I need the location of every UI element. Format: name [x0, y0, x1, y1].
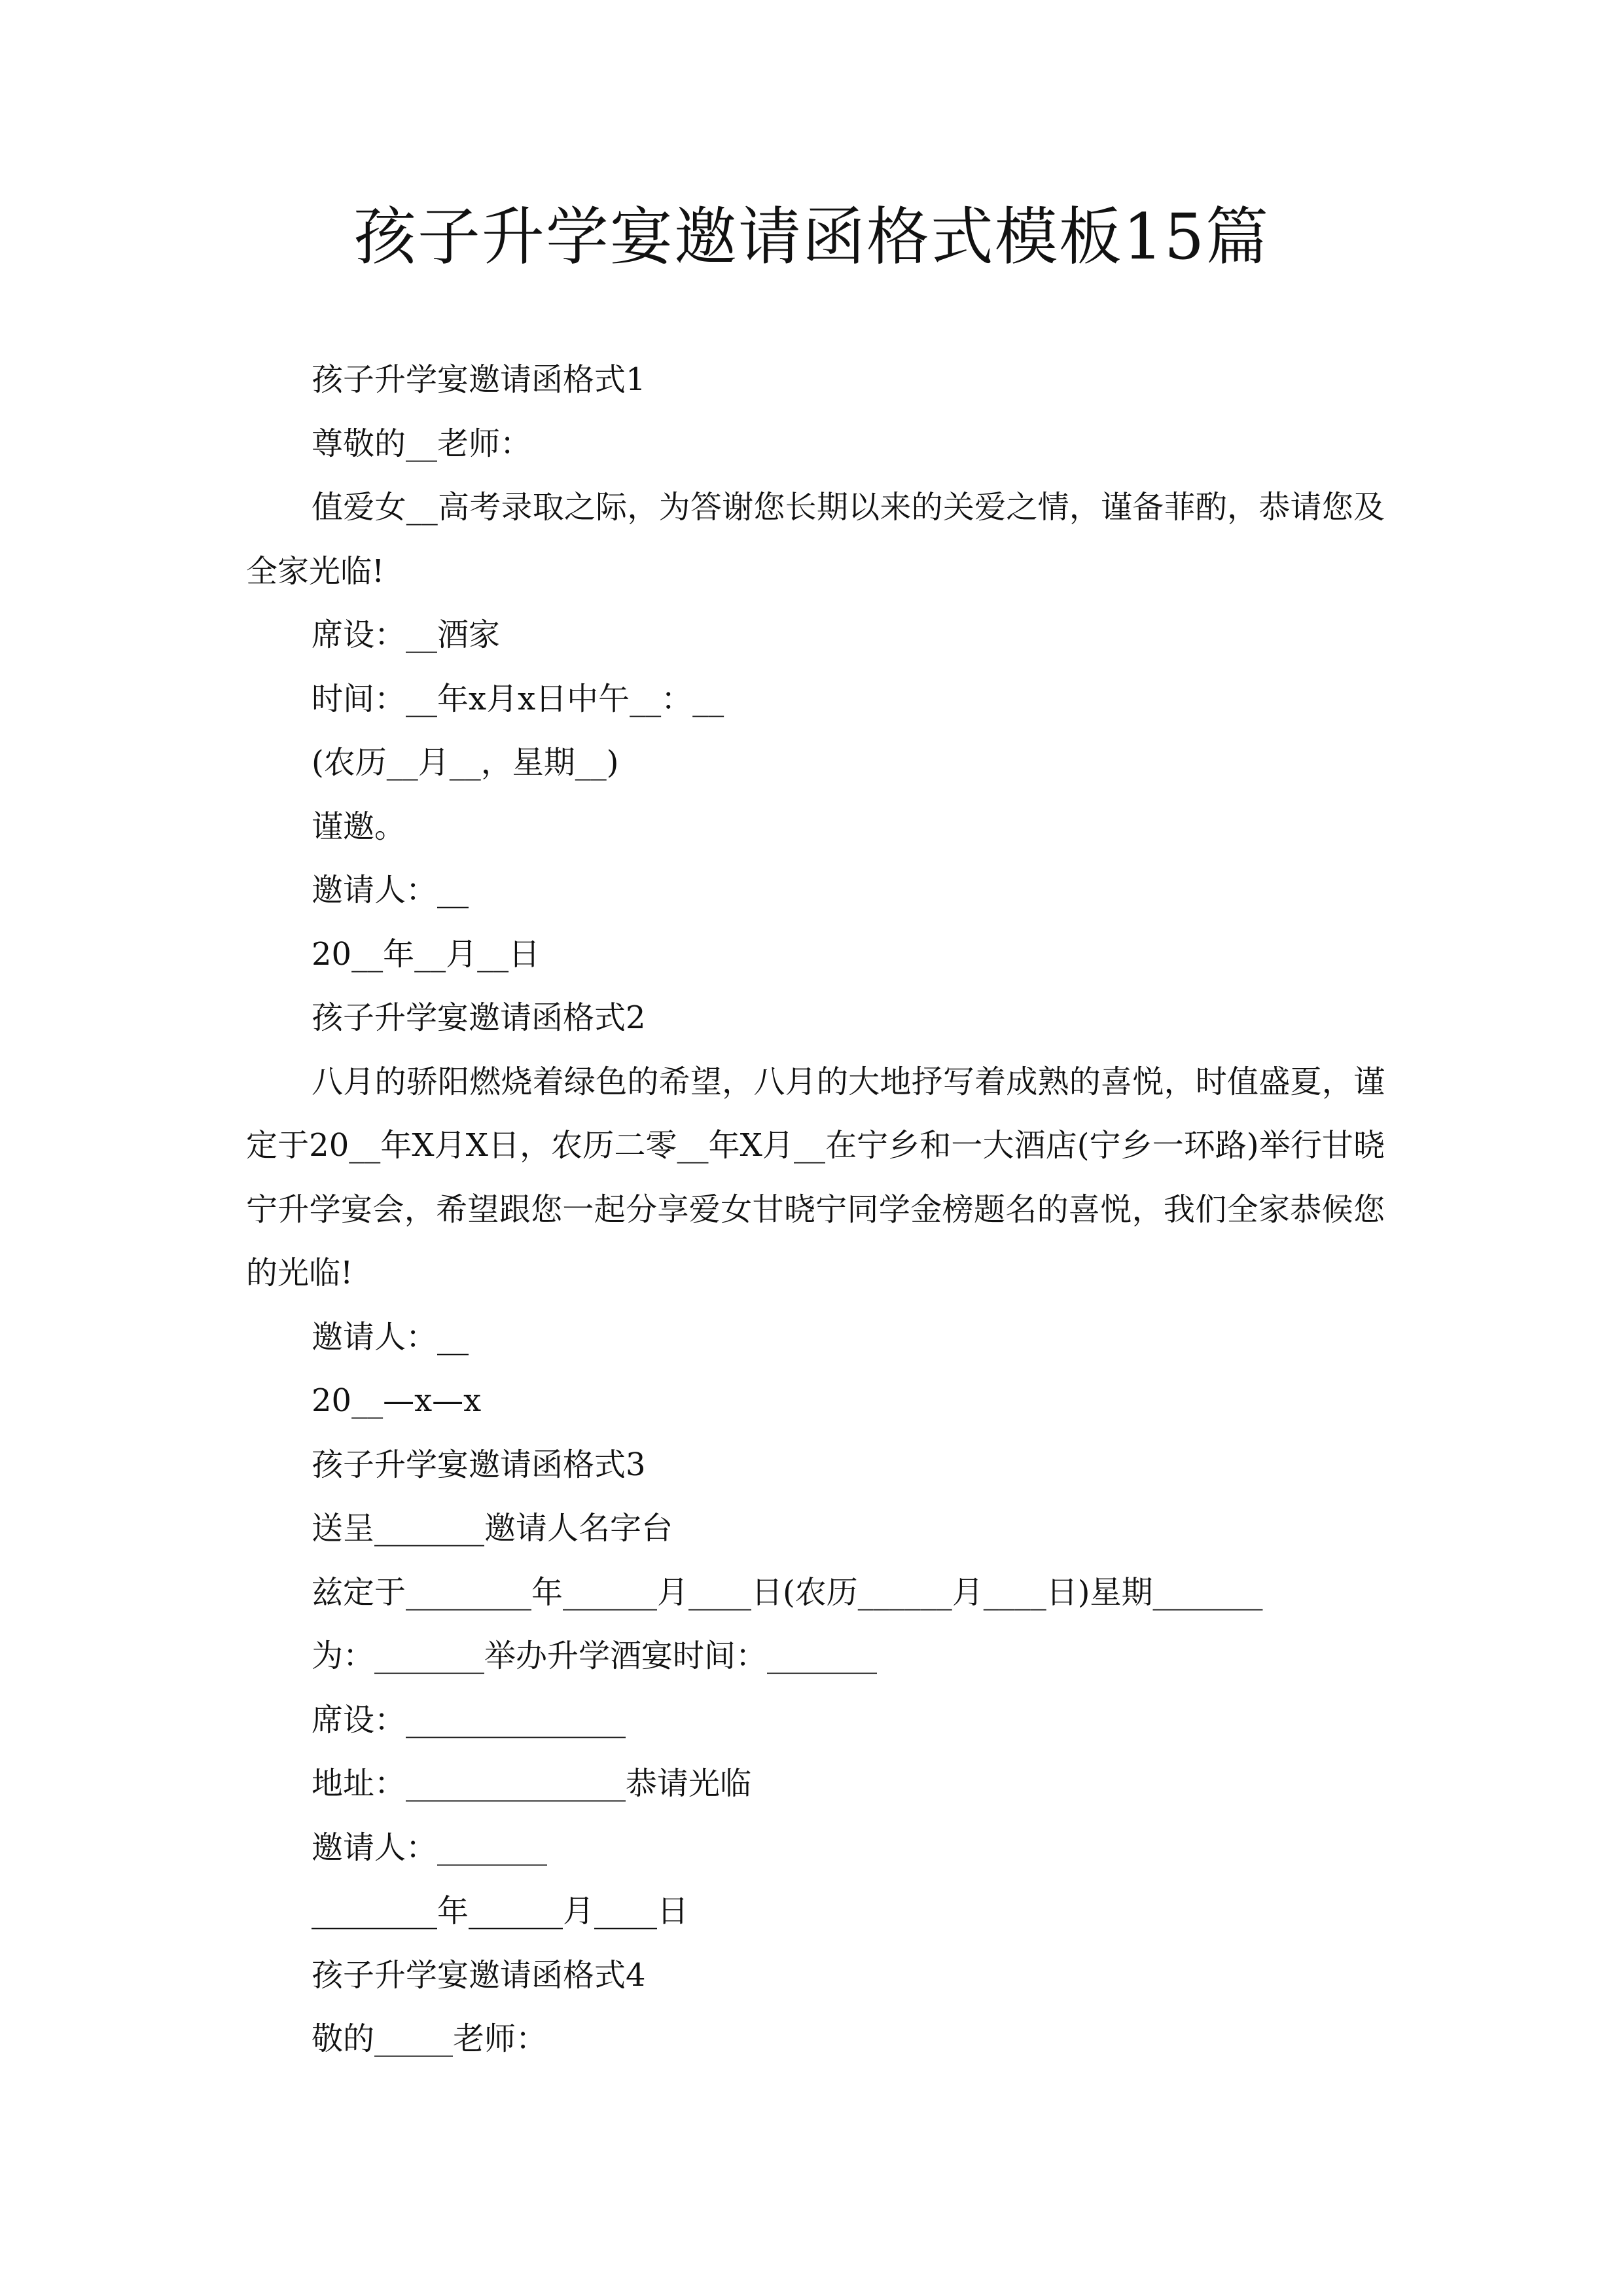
- paragraph: 席设：______________: [312, 1701, 626, 1738]
- paragraph: (农历__月__，星期__): [312, 744, 619, 781]
- paragraph: 孩子升学宴邀请函格式2: [312, 999, 646, 1036]
- paragraph: 20__年__月__日: [312, 935, 541, 973]
- paragraph: 谨邀。: [312, 808, 406, 845]
- paragraph: ________年______月____日: [312, 1893, 689, 1929]
- paragraph: 席设：__酒家: [312, 617, 501, 653]
- paragraph: 敬的_____老师：: [312, 2020, 548, 2057]
- paragraph: 时间：__年x月x日中午__：__: [312, 680, 724, 717]
- paragraph: 孩子升学宴邀请函格式3: [312, 1446, 646, 1483]
- paragraph: 孩子升学宴邀请函格式4: [312, 1956, 646, 1994]
- paragraph: 邀请人：__: [312, 872, 469, 908]
- paragraph: 兹定于________年______月____日(农历______月____日)星期_______: [312, 1573, 1263, 1611]
- paragraph: 邀请人：__: [312, 1318, 469, 1355]
- paragraph: 八月的骄阳燃烧着绿色的希望，八月的大地抒写着成熟的喜悦，时值盛夏，谨定于20__年X月X日，农历二零__年X月__在宁乡和一大酒店(宁乡一环路)举行甘晓宁升学宴会，希望跟您一起分享爱女甘晓宁同学金榜题名的喜悦，我们全家恭候您的光临!: [246, 1063, 1385, 1291]
- paragraph: 地址：______________恭请光临: [312, 1765, 752, 1802]
- paragraph: 值爱女__高考录取之际，为答谢您长期以来的关爱之情，谨备菲酌，恭请您及全家光临!: [246, 489, 1385, 590]
- paragraph: 尊敬的__老师：: [312, 425, 532, 462]
- paragraph: 邀请人：_______: [312, 1829, 548, 1866]
- paragraph: 20__—x—x: [312, 1382, 482, 1419]
- paragraph: 为：_______举办升学酒宴时间：_______: [312, 1638, 878, 1674]
- paragraph: 送呈_______邀请人名字台: [312, 1510, 673, 1547]
- document-body: [246, 348, 1385, 2072]
- document-title: 孩子升学宴邀请函格式模板15篇: [353, 200, 1270, 274]
- paragraph: 孩子升学宴邀请函格式1: [312, 361, 646, 398]
